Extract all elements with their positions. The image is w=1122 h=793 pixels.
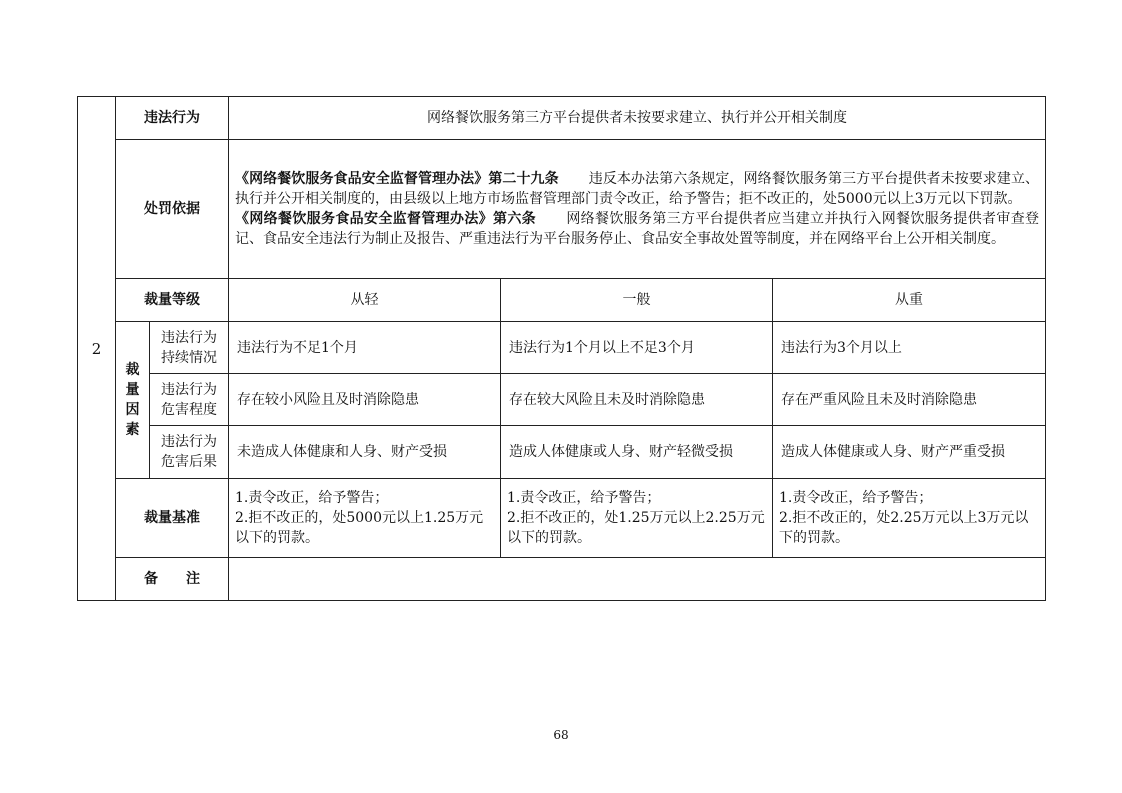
level-heavy: 从重 [773,279,1046,322]
basis-item-2-title: 《网络餐饮服务食品安全监督管理办法》第六条 [235,211,537,227]
factor-light: 未造成人体健康和人身、财产受损 [229,426,501,479]
levels-label: 裁量等级 [116,279,229,322]
factor-row [78,322,1046,374]
violation-label: 违法行为 [116,97,229,140]
violation-text: 网络餐饮服务第三方平台提供者未按要求建立、执行并公开相关制度 [229,97,1046,140]
basis-item-1 [235,169,1039,209]
basis-item-2 [235,209,1039,249]
remark-row [78,558,1046,601]
factor-light: 存在较小风险且及时消除隐患 [229,374,501,426]
violation-row [78,97,1046,140]
basis-label: 处罚依据 [116,140,229,279]
factor-light: 违法行为不足1个月 [229,322,501,374]
factor-heavy: 存在严重风险且未及时消除隐患 [773,374,1046,426]
standard-row [78,479,1046,558]
level-normal: 一般 [501,279,773,322]
basis-item-2-text: 网络餐饮服务第三方平台提供者应当建立并执行入网餐饮服务提供者审查登记、食品安全违法行为制止及报告、严重违法行为平台服务停止、食品安全事故处置等制度，并在网络平台上公开相关制度。 [235,211,1040,247]
basis-item-1-title: 《网络餐饮服务食品安全监督管理办法》第二十九条 [235,171,559,187]
factors-label: 裁 量 因 素 [116,322,150,479]
factor-heavy: 造成人体健康或人身、财产严重受损 [773,426,1046,479]
factor-row [78,374,1046,426]
factor-heavy: 违法行为3个月以上 [773,322,1046,374]
factor-name: 违法行为 危害后果 [150,426,229,479]
factor-name: 违法行为 危害程度 [150,374,229,426]
standard-normal: 1.责令改正，给予警告； 2.拒不改正的，处1.25万元以上2.25万元以下的罚款。 [501,479,773,558]
basis-text [229,140,1046,279]
factor-normal: 造成人体健康或人身、财产轻微受损 [501,426,773,479]
standard-light: 1.责令改正，给予警告； 2.拒不改正的，处5000元以上1.25万元以下的罚款。 [229,479,501,558]
page-number: 68 [553,728,569,742]
basis-row [78,140,1046,279]
standard-label: 裁量基准 [116,479,229,558]
standard-heavy: 1.责令改正，给予警告； 2.拒不改正的，处2.25万元以上3万元以下的罚款。 [773,479,1046,558]
factor-normal: 违法行为1个月以上不足3个月 [501,322,773,374]
basis-item-1-text: 违反本办法第六条规定，网络餐饮服务第三方平台提供者未按要求建立、执行并公开相关制度的，由县级以上地方市场监督管理部门责令改正，给予警告；拒不改正的，处5000元以上3万元以下罚款。 [235,171,1040,207]
levels-row [78,279,1046,322]
row-number: 2 [78,97,116,601]
penalty-discretion-table [77,96,1046,601]
remark-label: 备注 [116,558,229,601]
factor-row [78,426,1046,479]
remark-content [229,558,1046,601]
factor-normal: 存在较大风险且未及时消除隐患 [501,374,773,426]
level-light: 从轻 [229,279,501,322]
factor-name: 违法行为 持续情况 [150,322,229,374]
